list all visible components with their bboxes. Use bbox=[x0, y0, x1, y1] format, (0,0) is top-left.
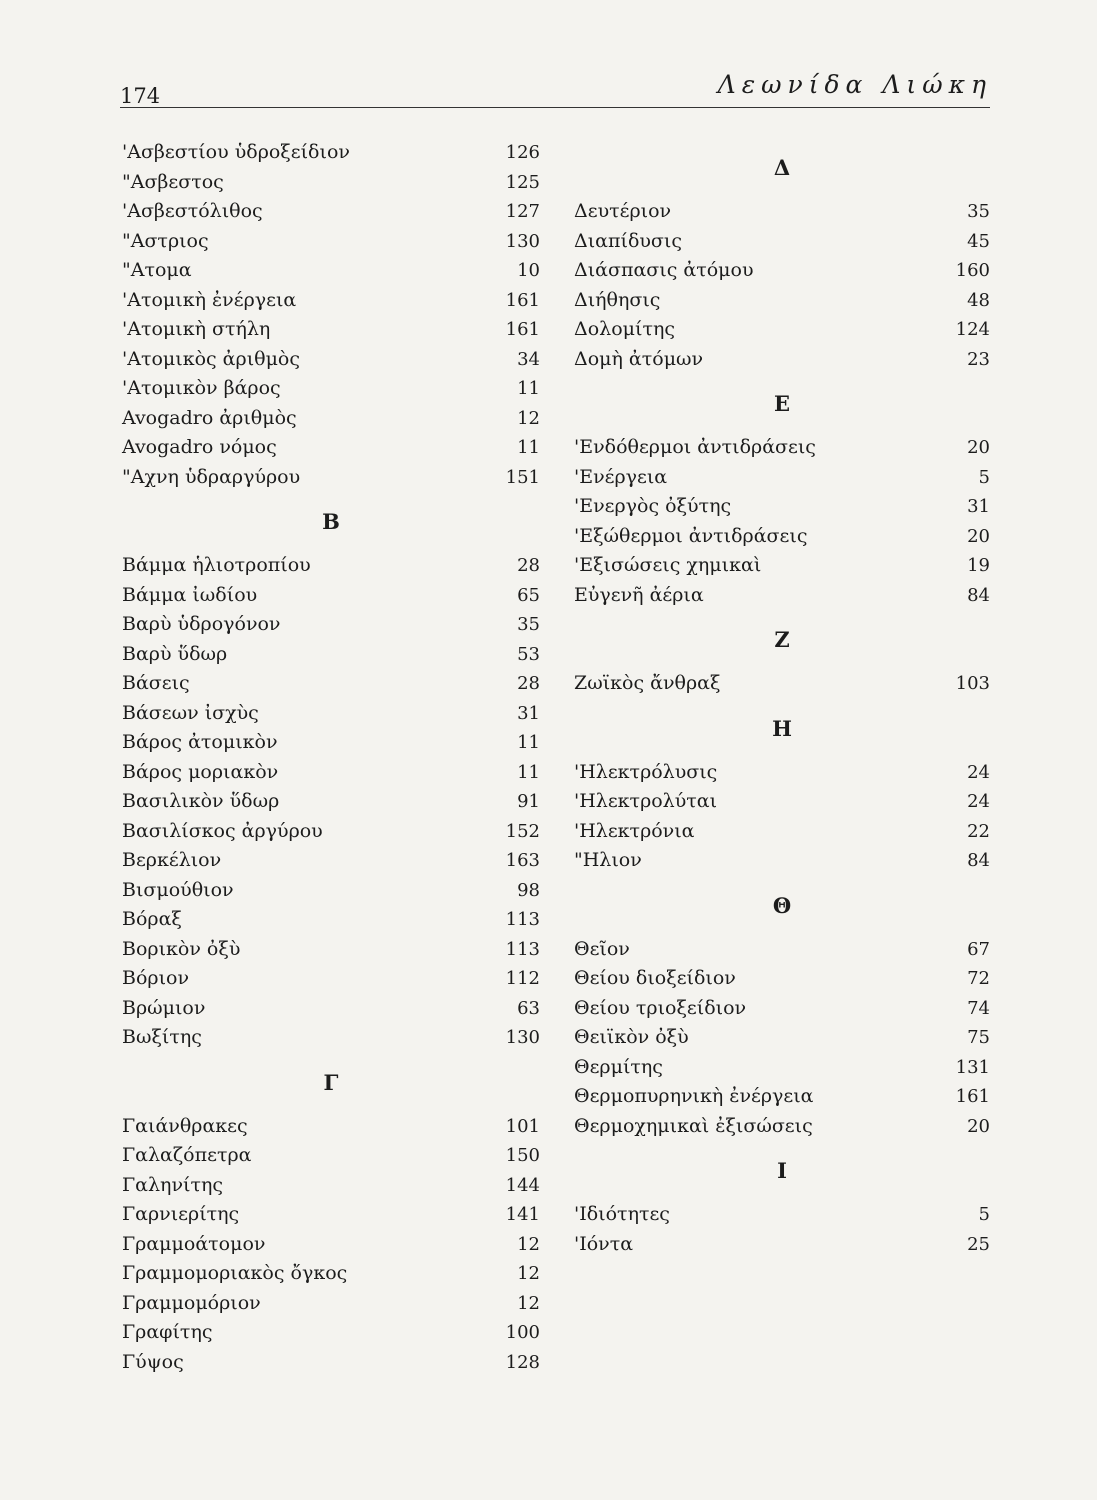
index-entry bbox=[122, 345, 540, 375]
index-page: 101 bbox=[505, 1115, 540, 1137]
index-page: 161 bbox=[505, 319, 540, 340]
index-page: 11 bbox=[517, 761, 540, 783]
index-term: Βασιλίσκος ἀργύρου bbox=[122, 819, 323, 842]
index-term: Θείου τριοξείδιον bbox=[574, 996, 747, 1019]
index-term: "Αστριος bbox=[122, 229, 209, 252]
index-page: 127 bbox=[505, 201, 540, 222]
index-page: 98 bbox=[517, 879, 540, 901]
index-entry bbox=[574, 1082, 990, 1112]
page-number: 174 bbox=[120, 84, 161, 108]
index-entry bbox=[122, 640, 540, 670]
index-term: 'Εξισώσεις χημικαὶ bbox=[574, 554, 762, 576]
index-term: "Ηλιον bbox=[574, 849, 642, 871]
index-term: Βασιλικὸν ὕδωρ bbox=[122, 790, 280, 812]
index-term: Γαληνίτης bbox=[122, 1173, 223, 1196]
index-term: 'Ηλεκτρολύται bbox=[574, 790, 718, 812]
index-entry bbox=[122, 286, 540, 316]
index-term: Βρώμιον bbox=[122, 996, 206, 1019]
index-page: 75 bbox=[967, 1027, 990, 1048]
index-page: 131 bbox=[955, 1056, 990, 1078]
index-term: Ζωϊκὸς ἄνθραξ bbox=[574, 672, 721, 694]
index-entry bbox=[574, 197, 990, 227]
index-page: 25 bbox=[967, 1233, 990, 1255]
index-entry bbox=[122, 404, 540, 434]
index-page: 5 bbox=[978, 466, 990, 488]
index-page: 19 bbox=[967, 555, 990, 576]
index-term: Βόραξ bbox=[122, 908, 182, 930]
index-group-g bbox=[122, 1112, 540, 1378]
index-group-z bbox=[574, 669, 990, 699]
index-entry bbox=[574, 463, 990, 493]
index-page: 151 bbox=[505, 466, 540, 488]
index-entry bbox=[122, 728, 540, 758]
index-term: 'Ηλεκτρόλυσις bbox=[574, 760, 718, 783]
index-group-i bbox=[574, 1200, 990, 1259]
section-heading-d: Δ bbox=[773, 155, 791, 180]
index-page: 20 bbox=[967, 525, 990, 547]
index-entry bbox=[122, 905, 540, 935]
index-group-e bbox=[574, 433, 990, 610]
index-group-h bbox=[574, 758, 990, 876]
index-term: Γαιάνθρακες bbox=[122, 1114, 248, 1137]
index-term: Δολομίτης bbox=[574, 318, 675, 340]
index-term: Θειϊκὸν ὀξὺ bbox=[574, 1026, 689, 1048]
index-entry bbox=[122, 197, 540, 227]
index-page: 10 bbox=[517, 260, 540, 281]
index-term: 'Ενέργεια bbox=[574, 465, 668, 488]
index-entry bbox=[574, 286, 990, 316]
index-page: 72 bbox=[967, 968, 990, 989]
index-term: Θερμοπυρηνικὴ ἐνέργεια bbox=[574, 1085, 814, 1107]
index-term: "Ασβεστος bbox=[122, 170, 224, 193]
index-term: Βάρος ἀτομικὸν bbox=[122, 731, 278, 753]
index-group-b bbox=[122, 551, 540, 1053]
index-page: 163 bbox=[505, 850, 540, 871]
index-page: 161 bbox=[505, 289, 540, 311]
index-term: 'Ενδόθερμοι ἀντιδράσεις bbox=[574, 436, 816, 458]
index-entry bbox=[122, 846, 540, 876]
index-entry bbox=[122, 876, 540, 906]
index-term: Βερκέλιον bbox=[122, 849, 222, 871]
index-term: Βάρος μοριακὸν bbox=[122, 760, 279, 783]
index-term: Γαλαζόπετρα bbox=[122, 1144, 252, 1166]
index-entry bbox=[574, 1112, 990, 1142]
index-term: 'Ασβεστόλιθος bbox=[122, 200, 263, 222]
index-entry bbox=[122, 1023, 540, 1053]
index-page: 11 bbox=[517, 732, 540, 753]
index-term: Βωξίτης bbox=[122, 1026, 202, 1048]
index-term: Βόριον bbox=[122, 967, 190, 989]
index-page: 160 bbox=[955, 260, 990, 281]
index-term: Avogadro ἀριθμὸς bbox=[122, 406, 297, 429]
index-entry bbox=[122, 610, 540, 640]
index-entry bbox=[574, 846, 990, 876]
index-term: Γραμμομοριακὸς ὄγκος bbox=[122, 1262, 348, 1284]
section-heading-e: E bbox=[773, 391, 790, 416]
index-entry bbox=[122, 374, 540, 404]
index-term: Βορικὸν ὀξὺ bbox=[122, 937, 241, 960]
index-page: 84 bbox=[967, 584, 990, 606]
index-page: 91 bbox=[517, 791, 540, 812]
index-entry bbox=[122, 994, 540, 1024]
index-entry bbox=[122, 168, 540, 198]
index-page: 35 bbox=[517, 614, 540, 635]
index-entry bbox=[122, 699, 540, 729]
index-term: Γραμμοάτομον bbox=[122, 1232, 266, 1255]
index-term: Βάμμα ἡλιοτροπίου bbox=[122, 554, 311, 576]
index-term: 'Ατομικὴ στήλη bbox=[122, 318, 271, 340]
index-entry bbox=[574, 787, 990, 817]
index-page: 5 bbox=[978, 1204, 990, 1225]
index-term: Γύψος bbox=[122, 1350, 184, 1373]
index-page: 11 bbox=[517, 437, 540, 458]
index-entry bbox=[122, 964, 540, 994]
index-entry bbox=[574, 345, 990, 375]
index-entry bbox=[574, 315, 990, 345]
section-heading-i: I bbox=[777, 1158, 787, 1183]
index-page: 63 bbox=[517, 997, 540, 1019]
index-page: 113 bbox=[505, 909, 540, 930]
index-term: 'Ιόντα bbox=[574, 1232, 634, 1255]
index-page: 24 bbox=[967, 791, 990, 812]
index-term: Βάμμα ἰωδίου bbox=[122, 583, 258, 606]
index-entry bbox=[122, 463, 540, 493]
index-entry bbox=[574, 1200, 990, 1230]
index-page: 12 bbox=[517, 1233, 540, 1255]
index-page: 144 bbox=[505, 1174, 540, 1196]
index-page: 124 bbox=[955, 319, 990, 340]
index-page: 35 bbox=[967, 201, 990, 222]
index-term: Θερμίτης bbox=[574, 1055, 663, 1078]
index-term: "Ατομα bbox=[122, 259, 192, 281]
index-term: Δομὴ ἀτόμων bbox=[574, 347, 704, 370]
index-group-th bbox=[574, 935, 990, 1142]
index-page: 130 bbox=[505, 1027, 540, 1048]
index-entry bbox=[574, 433, 990, 463]
index-entry bbox=[574, 1230, 990, 1260]
index-entry bbox=[122, 581, 540, 611]
index-entry bbox=[574, 551, 990, 581]
index-term: Διάσπασις ἀτόμου bbox=[574, 259, 754, 281]
index-term: 'Ατομικὴ ἐνέργεια bbox=[122, 288, 297, 311]
index-term: Δευτέριον bbox=[574, 200, 672, 222]
index-term: Εὐγενῆ ἀέρια bbox=[574, 583, 704, 606]
header-rule bbox=[120, 107, 990, 108]
index-term: "Αχνη ὑδραργύρου bbox=[122, 465, 301, 488]
index-page: 152 bbox=[505, 820, 540, 842]
index-entry bbox=[122, 1348, 540, 1378]
section-heading-h: H bbox=[772, 715, 792, 741]
index-entry bbox=[122, 1318, 540, 1348]
index-entry bbox=[574, 1053, 990, 1083]
index-group-alpha bbox=[122, 138, 540, 492]
index-term: Θείου διοξείδιον bbox=[574, 967, 736, 989]
index-page: 20 bbox=[967, 1115, 990, 1137]
index-entry bbox=[574, 964, 990, 994]
index-page: 125 bbox=[505, 171, 540, 193]
index-entry bbox=[122, 817, 540, 847]
index-page: 12 bbox=[517, 1263, 540, 1284]
index-page: 74 bbox=[967, 997, 990, 1019]
index-entry bbox=[574, 522, 990, 552]
index-page: 28 bbox=[517, 555, 540, 576]
index-entry bbox=[122, 669, 540, 699]
index-entry bbox=[574, 256, 990, 286]
index-page: 34 bbox=[517, 348, 540, 370]
index-term: Θεῖον bbox=[574, 937, 630, 960]
index-entry bbox=[122, 551, 540, 581]
index-entry bbox=[122, 1230, 540, 1260]
index-page: 150 bbox=[505, 1145, 540, 1166]
index-entry bbox=[122, 1259, 540, 1289]
index-page: 20 bbox=[967, 437, 990, 458]
index-term: 'Ηλεκτρόνια bbox=[574, 819, 695, 842]
index-entry bbox=[574, 758, 990, 788]
index-page: 11 bbox=[517, 378, 540, 399]
index-term: Γαρνιερίτης bbox=[122, 1203, 240, 1225]
index-term: Βαρὺ ὑδρογόνον bbox=[122, 613, 281, 635]
index-term: Θερμοχημικαὶ ἐξισώσεις bbox=[574, 1114, 813, 1137]
index-page: 31 bbox=[967, 496, 990, 517]
index-group-d bbox=[574, 197, 990, 374]
index-term: Avogadro νόμος bbox=[122, 436, 277, 458]
index-entry bbox=[574, 1023, 990, 1053]
index-term: 'Ασβεστίου ὑδροξείδιον bbox=[122, 141, 350, 163]
index-term: Γραφίτης bbox=[122, 1321, 213, 1343]
index-entry bbox=[122, 758, 540, 788]
running-title: Λεωνίδα Λιώκη bbox=[717, 70, 992, 99]
index-page: 161 bbox=[955, 1086, 990, 1107]
index-page: 45 bbox=[967, 230, 990, 252]
index-page: 31 bbox=[517, 702, 540, 724]
right-index-column bbox=[574, 138, 990, 1259]
index-page: 24 bbox=[967, 761, 990, 783]
index-term: Διήθησις bbox=[574, 288, 661, 311]
index-entry bbox=[122, 1289, 540, 1319]
index-term: Βαρὺ ὕδωρ bbox=[122, 642, 228, 665]
section-heading-g: Γ bbox=[323, 1069, 339, 1095]
index-page: 130 bbox=[505, 230, 540, 252]
index-term: 'Εξώθερμοι ἀντιδράσεις bbox=[574, 524, 808, 547]
index-term: Διαπίδυσις bbox=[574, 229, 682, 252]
index-entry bbox=[574, 492, 990, 522]
index-page: 84 bbox=[967, 850, 990, 871]
index-page: 22 bbox=[967, 820, 990, 842]
index-term: 'Ιδιότητες bbox=[574, 1203, 670, 1225]
index-page: 12 bbox=[517, 1292, 540, 1314]
index-term: 'Ενεργὸς ὀξύτης bbox=[574, 495, 732, 517]
index-page: 65 bbox=[517, 584, 540, 606]
index-term: Γραμμομόριον bbox=[122, 1291, 261, 1314]
index-entry bbox=[122, 1200, 540, 1230]
index-entry bbox=[122, 138, 540, 168]
index-page: 126 bbox=[505, 142, 540, 163]
index-entry bbox=[574, 994, 990, 1024]
index-entry bbox=[574, 669, 990, 699]
index-page: 100 bbox=[505, 1322, 540, 1343]
left-index-column bbox=[122, 138, 540, 1377]
index-term: Βάσεις bbox=[122, 672, 190, 694]
index-page: 128 bbox=[505, 1351, 540, 1373]
index-page: 28 bbox=[517, 673, 540, 694]
index-page: 53 bbox=[517, 643, 540, 665]
index-entry bbox=[122, 256, 540, 286]
index-term: Βάσεων ἰσχὺς bbox=[122, 701, 259, 724]
index-entry bbox=[574, 817, 990, 847]
index-term: Βισμούθιον bbox=[122, 878, 234, 901]
index-page: 12 bbox=[517, 407, 540, 429]
index-entry bbox=[122, 1112, 540, 1142]
index-page: 48 bbox=[967, 289, 990, 311]
index-entry bbox=[122, 433, 540, 463]
index-page: 67 bbox=[967, 938, 990, 960]
index-page: 113 bbox=[505, 938, 540, 960]
index-entry bbox=[122, 1171, 540, 1201]
index-entry bbox=[574, 935, 990, 965]
index-entry bbox=[122, 315, 540, 345]
index-entry bbox=[122, 787, 540, 817]
index-page: 112 bbox=[505, 968, 540, 989]
index-page: 103 bbox=[955, 673, 990, 694]
index-term: 'Ατομικὸν βάρος bbox=[122, 377, 281, 399]
index-page: 141 bbox=[505, 1204, 540, 1225]
index-term: 'Ατομικὸς ἀριθμὸς bbox=[122, 347, 301, 370]
index-page: 23 bbox=[967, 348, 990, 370]
index-entry bbox=[574, 581, 990, 611]
section-heading-b: B bbox=[322, 509, 340, 534]
section-heading-z: Z bbox=[774, 627, 790, 652]
index-entry bbox=[574, 227, 990, 257]
index-entry bbox=[122, 935, 540, 965]
section-heading-th: Θ bbox=[772, 892, 792, 918]
index-entry bbox=[122, 1141, 540, 1171]
index-entry bbox=[122, 227, 540, 257]
